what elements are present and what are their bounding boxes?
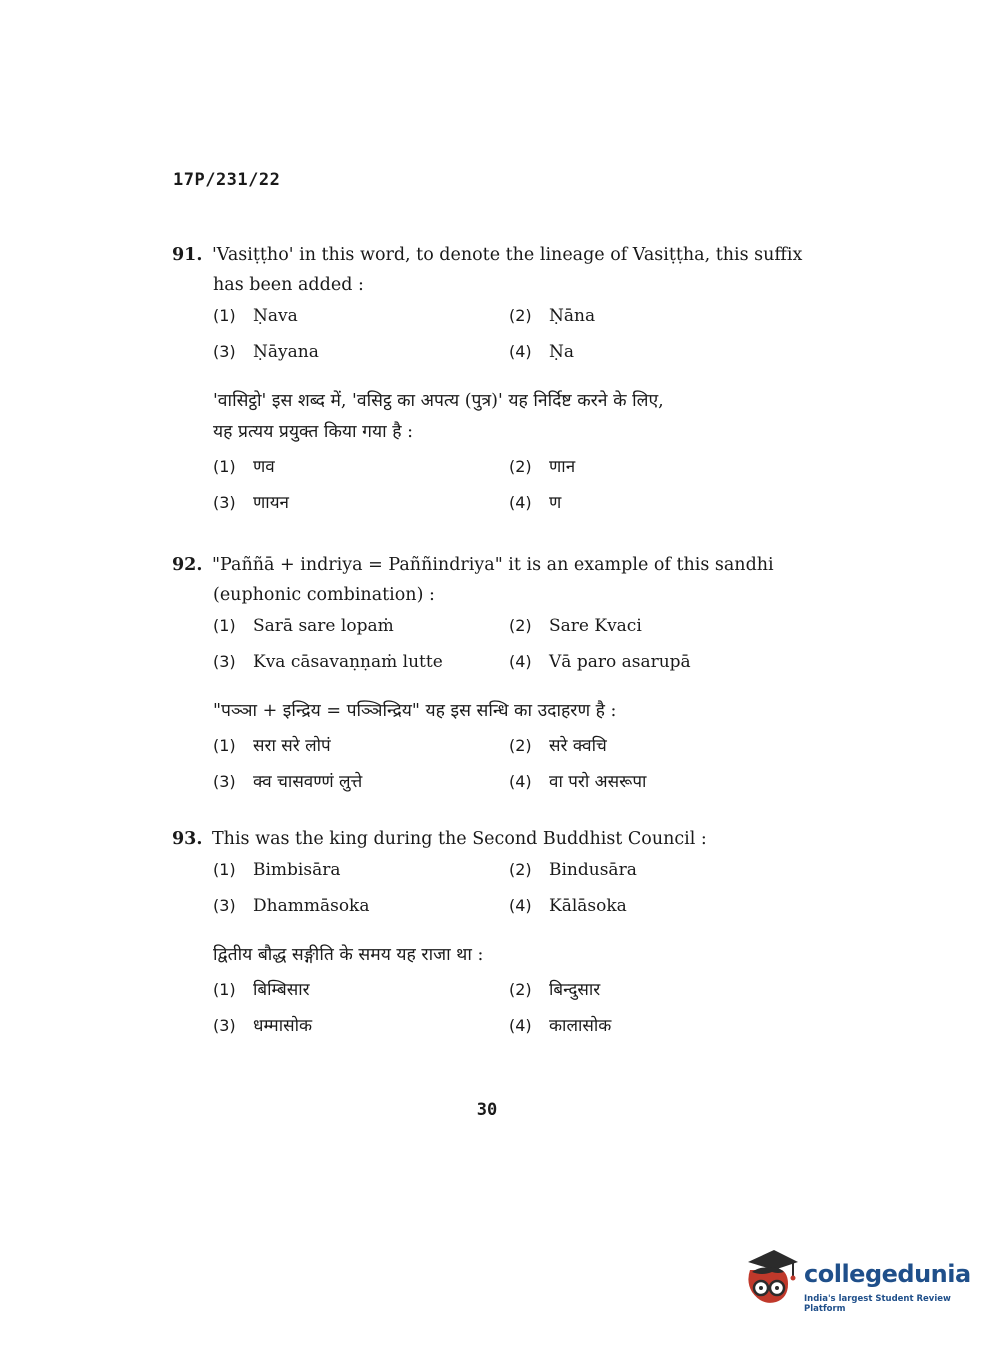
option-2-hindi[interactable]: (2) बिन्दुसार xyxy=(509,980,601,1000)
option-4[interactable]: (4) Ṇa xyxy=(509,342,575,362)
question-number: 92. xyxy=(172,555,203,575)
question-92 xyxy=(172,550,812,805)
option-2-hindi[interactable]: (2) सरे क्वचि xyxy=(509,736,607,756)
collegedunia-watermark xyxy=(742,1248,972,1316)
option-1-hindi[interactable]: (1) सरा सरे लोपं xyxy=(213,736,331,756)
options-hi xyxy=(213,733,812,805)
question-number: 91. xyxy=(172,245,203,265)
question-text-hindi-cont: यह प्रत्यय प्रयुक्त किया गया है : xyxy=(213,422,413,442)
option-1-hindi[interactable]: (1) बिम्बिसार xyxy=(213,980,310,1000)
question-text: "Paññā + indriya = Paññindriya" it is an example of this sandhi xyxy=(212,555,774,575)
options-en xyxy=(213,860,812,932)
question-number: 93. xyxy=(172,829,203,849)
option-4-hindi[interactable]: (4) वा परो असरूपा xyxy=(509,772,647,792)
brand-tagline: India's largest Student Review Platform xyxy=(804,1294,951,1314)
question-text-cont: has been added : xyxy=(213,275,364,295)
option-2[interactable]: (2) Bindusāra xyxy=(509,860,637,880)
option-2-hindi[interactable]: (2) णान xyxy=(509,457,576,477)
brand-name: collegedunia xyxy=(804,1260,971,1288)
mascot-icon xyxy=(742,1248,800,1310)
question-91 xyxy=(172,240,812,526)
question-text: 'Vasiṭṭho' in this word, to denote the lineage of Vasiṭṭha, this suffix xyxy=(212,245,803,265)
option-3[interactable]: (3) Kva cāsavaṇṇaṁ lutte xyxy=(213,652,443,672)
option-4[interactable]: (4) Vā paro asarupā xyxy=(509,652,691,672)
question-text: This was the king during the Second Buddhist Council : xyxy=(212,829,707,849)
option-3[interactable]: (3) Ṇāyana xyxy=(213,342,319,362)
question-text-hindi: "पञ्ञा + इन्द्रिय = पञ्ञिन्द्रिय" यह इस सन्धि का उदाहरण है : xyxy=(213,701,617,721)
option-4[interactable]: (4) Kālāsoka xyxy=(509,896,627,916)
option-1[interactable]: (1) Sarā sare lopaṁ xyxy=(213,616,394,636)
option-4-hindi[interactable]: (4) ण xyxy=(509,493,562,513)
option-3-hindi[interactable]: (3) णायन xyxy=(213,493,289,513)
question-text-hindi: द्वितीय बौद्ध सङ्गीति के समय यह राजा था : xyxy=(213,945,484,965)
option-1-hindi[interactable]: (1) णव xyxy=(213,457,275,477)
option-2[interactable]: (2) Ṇāna xyxy=(509,306,596,326)
option-3-hindi[interactable]: (3) क्व चासवण्णं लुत्ते xyxy=(213,772,363,792)
page-number: 30 xyxy=(476,1100,498,1120)
option-1[interactable]: (1) Bimbisāra xyxy=(213,860,341,880)
question-text-hindi: 'वासिट्ठो' इस शब्द में, 'वसिट्ठ का अपत्य (पुत्र)' यह निर्दिष्ट करने के लिए, xyxy=(213,391,664,411)
options-en xyxy=(213,616,812,688)
question-93 xyxy=(172,824,812,1049)
option-1[interactable]: (1) Ṇava xyxy=(213,306,298,326)
options-hi xyxy=(213,977,812,1049)
options-hi xyxy=(213,454,812,526)
option-3[interactable]: (3) Dhammāsoka xyxy=(213,896,370,916)
option-3-hindi[interactable]: (3) धम्मासोक xyxy=(213,1016,313,1036)
options-en xyxy=(213,306,812,378)
question-text-cont: (euphonic combination) : xyxy=(213,585,435,605)
paper-code: 17P/231/22 xyxy=(173,170,281,190)
option-4-hindi[interactable]: (4) कालासोक xyxy=(509,1016,612,1036)
option-2[interactable]: (2) Sare Kvaci xyxy=(509,616,642,636)
